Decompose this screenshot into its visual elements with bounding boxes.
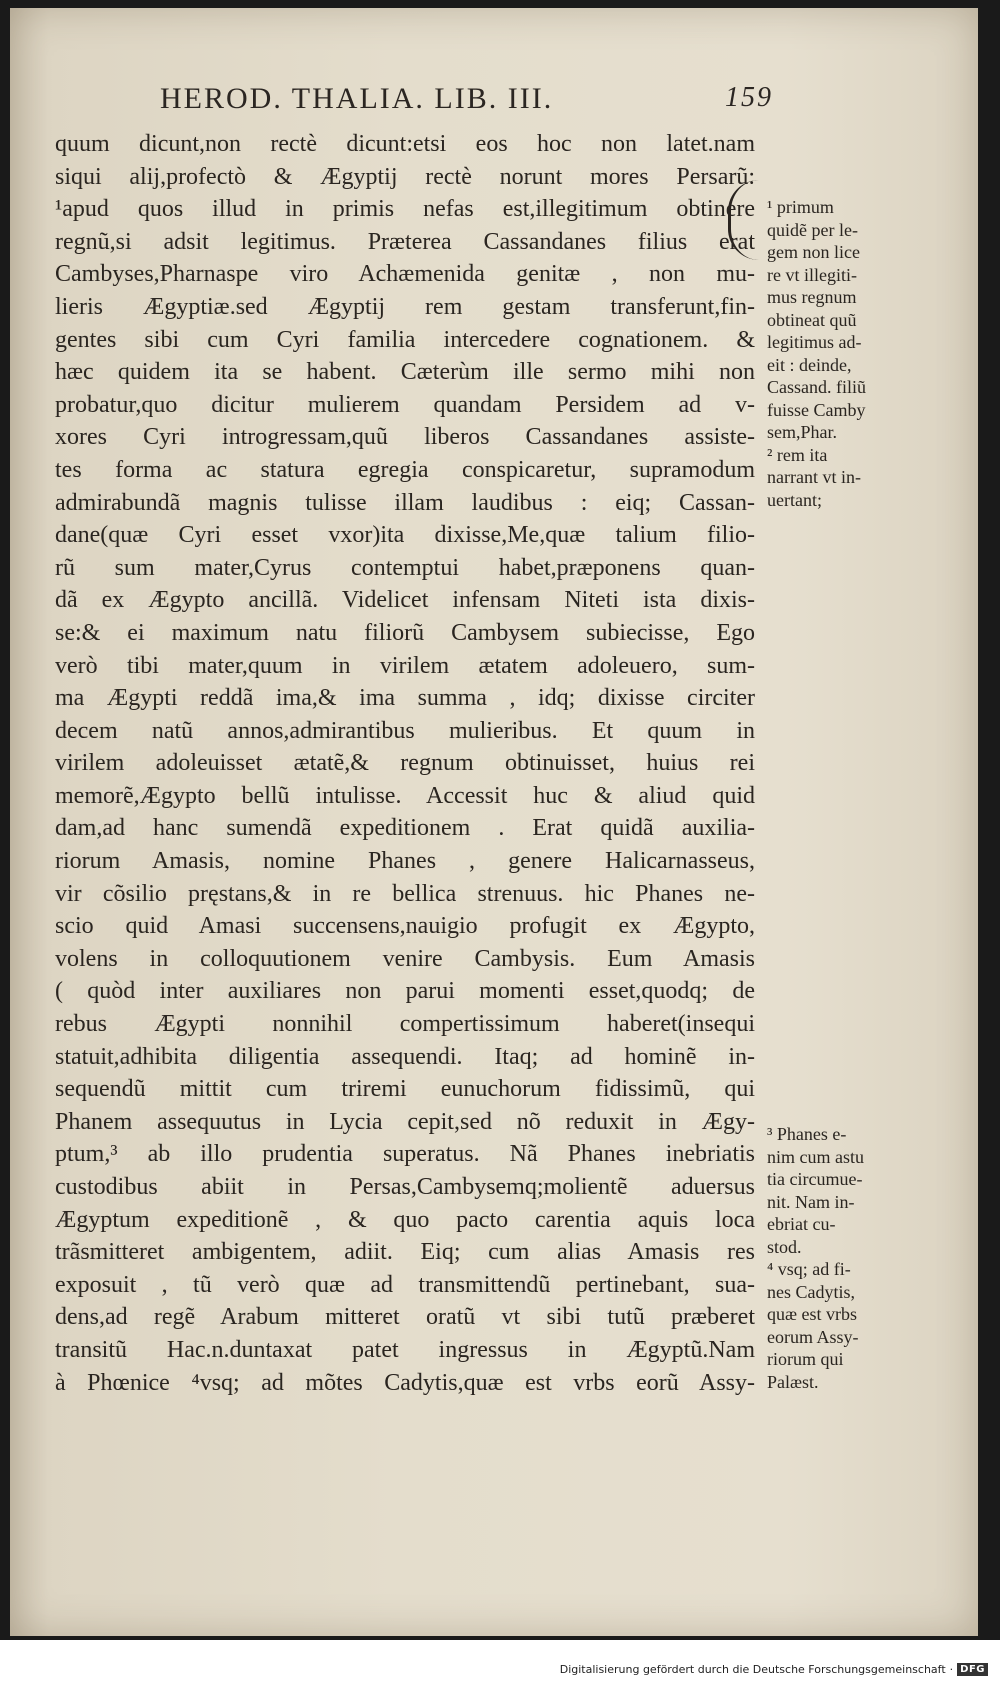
- funding-credit: Digitalisierung gefördert durch die Deutsche Forschungsgemeinschaft: [559, 1663, 946, 1676]
- text-line: memorẽ,Ægypto bellũ intulisse. Accessit huc & aliud quid: [55, 782, 755, 809]
- text-line: ( quòd inter auxiliares non parui momenti esset,quodq; de: [55, 978, 755, 1005]
- margin-note-line: quæ est vrbs: [767, 1304, 857, 1324]
- text-line: probatur,quo dicitur mulierem quandam Persidem ad v-: [55, 391, 755, 418]
- text-line: admirabundã magnis tulisse illam laudibus : eiq; Cassan-: [55, 489, 755, 516]
- running-header: [160, 82, 800, 116]
- text-line: gentes sibi cum Cyri familia intercedere cognationem. &: [55, 326, 755, 353]
- text-line: quum dicunt,non rectè dicunt:etsi eos hoc non latet.nam: [55, 131, 755, 157]
- text-line: riorum Amasis, nomine Phanes , genere Halicarnasseus,: [55, 848, 755, 875]
- text-line: à Phœnice ⁴vsq; ad mõtes Cadytis,quæ est vrbs eorũ Assy-: [55, 1369, 755, 1396]
- digitization-footer: Digitalisierung gefördert durch die Deutsche Forschungsgemeinschaft · DFG: [560, 1663, 988, 1676]
- text-line: vir cõsilio pręstans,& in re bellica strenuus. hic Phanes ne-: [55, 880, 755, 907]
- text-line: sequendũ mittit cum triremi eunuchorum fidissimũ, qui: [55, 1076, 755, 1103]
- margin-note-line: gem non lice: [767, 242, 860, 262]
- margin-note-line: ⁴ vsq; ad fi-: [767, 1259, 851, 1279]
- margin-note-line: riorum qui: [767, 1349, 844, 1369]
- text-line: tes forma ac statura egregia conspicaretur, supramodum: [55, 456, 755, 483]
- margin-note-line: narrant vt in-: [767, 467, 861, 487]
- text-line: Ægyptum expeditionẽ , & quo pacto carentia aquis loca: [55, 1206, 755, 1233]
- text-line: se:& ei maximum natu filiorũ Cambysem subiecisse, Ego: [55, 619, 755, 646]
- text-line: scio quid Amasi succensens,nauigio profugit ex Ægypto,: [55, 913, 755, 940]
- text-line: decem natũ annos,admirantibus mulieribus. Et quum in: [55, 717, 755, 744]
- margin-note-line: Cassand. filiũ: [767, 377, 866, 397]
- text-line: verò tibi mater,quum in virilem ætatem adoleuero, sum-: [55, 652, 755, 679]
- running-title: HEROD. THALIA. LIB. III.: [160, 82, 554, 115]
- text-line: dane(quæ Cyri esset vxor)ita dixisse,Me,quæ talium filio-: [55, 522, 755, 549]
- text-line: lieris Ægyptiæ.sed Ægyptij rem gestam transferunt,fin-: [55, 293, 755, 320]
- book-page: [10, 8, 978, 1636]
- margin-note-line: sem,Phar.: [767, 422, 837, 442]
- text-line: rũ sum mater,Cyrus contemptui habet,præponens quan-: [55, 554, 755, 581]
- margin-note-line: fuisse Camby: [767, 399, 866, 420]
- dfg-logo: DFG: [957, 1663, 988, 1676]
- margin-note-line: ³ Phanes e-: [767, 1124, 847, 1144]
- margin-note-line: obtineat quũ: [767, 309, 857, 330]
- margin-note-line: stod.: [767, 1236, 802, 1257]
- margin-note-line: uertant;: [767, 489, 822, 510]
- margin-notes-top: [767, 196, 917, 511]
- margin-note-line: nim cum astu: [767, 1146, 864, 1167]
- margin-note-line: nes Cadytis,: [767, 1281, 855, 1302]
- text-line: xores Cyri introgressam,quũ liberos Cassandanes assiste-: [55, 424, 755, 451]
- text-line: exposuit , tũ verò quæ ad transmittendũ pertinebant, sua-: [55, 1271, 755, 1298]
- text-line: hæc quidem ita se habent. Cæterùm ille sermo mihi non: [55, 359, 755, 386]
- text-line: rebus Ægypti nonnihil compertissimum haberet(insequi: [55, 1011, 755, 1038]
- text-line: Cambyses,Pharnaspe viro Achæmenida genitæ , non mu-: [55, 261, 755, 288]
- text-line: dã ex Ægypto ancillã. Videlicet infensam Niteti ista dixis-: [55, 587, 755, 614]
- margin-note-line: legitimus ad-: [767, 332, 862, 352]
- text-line: virilem adoleuisset ætatẽ,& regnum obtinuisset, huius rei: [55, 750, 755, 777]
- text-line: dens,ad regẽ Arabum mitteret oratũ vt sibi tutũ præberet: [55, 1304, 755, 1331]
- text-line: trãsmitteret ambigentem, adiit. Eiq; cum alias Amasis res: [55, 1239, 755, 1266]
- margin-note-line: eorum Assy-: [767, 1326, 859, 1347]
- page-number: 159: [725, 82, 773, 113]
- margin-note-line: Palæst.: [767, 1371, 819, 1392]
- text-line: transitũ Hac.n.duntaxat patet ingressus in Ægyptũ.Nam: [55, 1336, 755, 1363]
- margin-note-line: tia circumue-: [767, 1169, 863, 1189]
- text-line: volens in colloquutionem venire Cambysis. Eum Amasis: [55, 945, 755, 972]
- text-line: regnũ,si adsit legitimus. Præterea Cassandanes filius erat: [55, 228, 755, 255]
- margin-note-line: eit : deinde,: [767, 354, 852, 375]
- margin-notes-bottom: [767, 1123, 917, 1393]
- text-line: siqui alij,profectò & Ægyptij rectè norunt mores Persarũ:: [55, 163, 755, 190]
- text-line: custodibus abiit in Persas,Cambysemq;molientẽ aduersus: [55, 1174, 755, 1200]
- text-line: ptum,³ ab illo prudentia superatus. Nã Phanes inebriatis: [55, 1141, 755, 1168]
- text-line: statuit,adhibita diligentia assequendi. Itaq; ad hominẽ in-: [55, 1043, 755, 1070]
- main-text-column: [55, 128, 755, 1399]
- margin-note-line: quidẽ per le-: [767, 219, 858, 240]
- text-line: Phanem assequutus in Lycia cepit,sed nõ reduxit in Ægy-: [55, 1108, 755, 1135]
- margin-note-line: ¹ primum: [767, 197, 834, 217]
- margin-note-line: re vt illegiti-: [767, 264, 857, 285]
- margin-note-line: mus regnum: [767, 287, 857, 307]
- margin-note-line: ² rem ita: [767, 444, 828, 465]
- margin-note-line: nit. Nam in-: [767, 1191, 855, 1212]
- text-line: dam,ad hanc sumendã expeditionem . Erat quidã auxilia-: [55, 815, 755, 842]
- margin-note-line: ebriat cu-: [767, 1214, 836, 1234]
- text-line: ¹apud quos illud in primis nefas est,illegitimum obtinere: [55, 196, 755, 223]
- text-line: ma Ægypti reddã ima,& ima summa , idq; dixisse circiter: [55, 685, 755, 712]
